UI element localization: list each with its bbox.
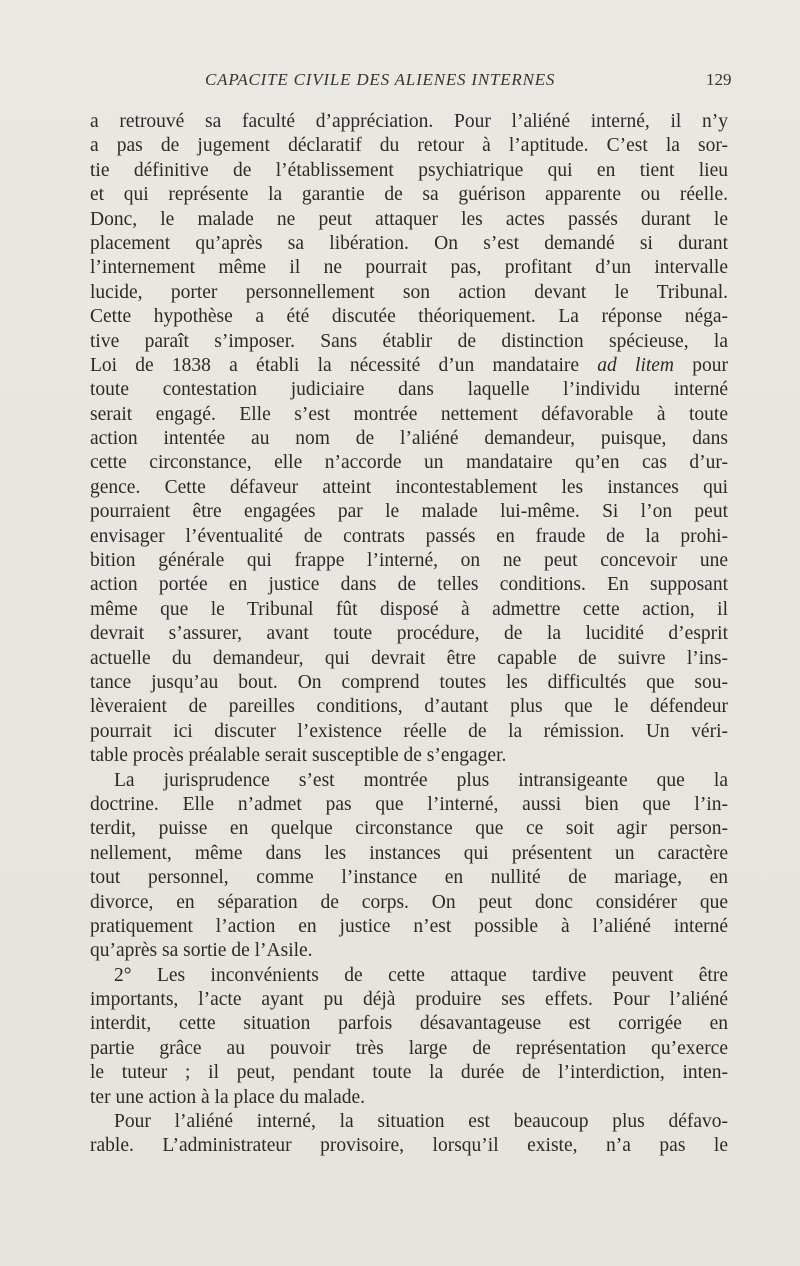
text-line xyxy=(90,1061,728,1085)
running-header xyxy=(0,70,800,94)
text-line-content: doctrine. Elle n’admet pas que l’interné, aussi bien que l’in- xyxy=(90,793,728,815)
text-line-content: bition générale qui frappe l’interné, on ne peut concevoir une xyxy=(90,550,728,572)
text-line xyxy=(90,159,728,183)
text-line-content: pourraient être engagées par le malade lui-même. Si l’on peut xyxy=(90,501,728,523)
text-line-content: a pas de jugement déclaratif du retour à l’aptitude. C’est la sor- xyxy=(90,135,728,157)
text-line xyxy=(90,939,728,963)
text-line xyxy=(90,573,728,597)
text-line-content: l’internement même il ne pourrait pas, profitant d’un intervalle xyxy=(90,257,728,279)
text-line xyxy=(90,671,728,695)
text-line xyxy=(90,330,728,354)
text-line xyxy=(90,988,728,1012)
text-line-content: 2° Les inconvénients de cette attaque tardive peuvent être xyxy=(114,964,728,986)
running-title: CAPACITE CIVILE DES ALIENES INTERNES xyxy=(205,70,556,89)
text-line-content: envisager l’éventualité de contrats passés en fraude de la prohi- xyxy=(90,525,728,547)
text-line xyxy=(90,817,728,841)
text-line xyxy=(90,549,728,573)
text-line xyxy=(90,281,728,305)
text-line-content: même que le Tribunal fût disposé à admettre cette action, il xyxy=(90,598,728,620)
text-line xyxy=(90,110,728,134)
text-line-content: tout personnel, comme l’instance en nullité de mariage, en xyxy=(90,867,728,889)
text-line xyxy=(90,232,728,256)
text-line-content: pourrait ici discuter l’existence réelle de la rémission. Un véri- xyxy=(90,720,728,742)
text-line-content: tive paraît s’imposer. Sans établir de distinction spécieuse, la xyxy=(90,330,728,352)
text-line-content: importants, l’acte ayant pu déjà produire ses effets. Pour l’aliéné xyxy=(90,989,728,1011)
text-line xyxy=(90,915,728,939)
text-line-content: serait engagé. Elle s’est montrée nettement défavorable à toute xyxy=(90,403,728,425)
text-line-content: placement qu’après sa libération. On s’est demandé si durant xyxy=(90,232,728,254)
text-line-content: interdit, cette situation parfois désavantageuse est corrigée en xyxy=(90,1013,728,1035)
text-line xyxy=(90,695,728,719)
text-line xyxy=(90,964,728,988)
text-line xyxy=(90,866,728,890)
text-line xyxy=(90,744,728,768)
text-line-content: qu’après sa sortie de l’Asile. xyxy=(90,940,313,962)
text-line-content: action portée en justice dans de telles conditions. En supposant xyxy=(90,574,728,596)
text-line-content: terdit, puisse en quelque circonstance que ce soit agir person- xyxy=(90,818,728,840)
text-line-content: partie grâce au pouvoir très large de représentation qu’exerce xyxy=(90,1037,728,1059)
text-line-content: le tuteur ; il peut, pendant toute la durée de l’interdiction, inten- xyxy=(90,1062,728,1084)
text-line-content: La jurisprudence s’est montrée plus intransigeante que la xyxy=(114,769,728,791)
text-line xyxy=(90,183,728,207)
text-line-content: toute contestation judiciaire dans laquelle l’individu interné xyxy=(90,379,728,401)
page-number: 129 xyxy=(706,70,732,89)
text-line-content: ter une action à la place du malade. xyxy=(90,1086,366,1108)
text-line xyxy=(90,208,728,232)
text-line-content: lèveraient de pareilles conditions, d’autant plus que le défendeur xyxy=(90,696,728,718)
text-line xyxy=(90,378,728,402)
text-line xyxy=(90,720,728,744)
text-line-content: nellement, même dans les instances qui présentent un caractère xyxy=(90,842,728,864)
text-line xyxy=(90,598,728,622)
text-line xyxy=(90,769,728,793)
text-line xyxy=(90,525,728,549)
text-line xyxy=(90,622,728,646)
text-line xyxy=(90,354,728,378)
text-line-content: tance jusqu’au bout. On comprend toutes les difficultés que sou- xyxy=(90,671,728,693)
body-text xyxy=(90,110,728,1159)
text-line xyxy=(90,1086,728,1110)
text-line-content: Loi de 1838 a établi la nécessité d’un mandataire xyxy=(90,354,598,376)
text-line-content: Donc, le malade ne peut attaquer les actes passés durant le xyxy=(90,208,728,230)
text-line-content: tie définitive de l’établissement psychiatrique qui en tient lieu xyxy=(90,159,728,181)
text-line xyxy=(90,1134,728,1158)
text-line-content: lucide, porter personnellement son action devant le Tribunal. xyxy=(90,281,728,303)
text-line xyxy=(90,1110,728,1134)
text-line-content: et qui représente la garantie de sa guérison apparente ou réelle. xyxy=(90,184,728,206)
text-line xyxy=(90,1037,728,1061)
text-line-content: rable. L’administrateur provisoire, lorsqu’il existe, n’a pas le xyxy=(90,1135,728,1157)
text-line-content: pratiquement l’action en justice n’est possible à l’aliéné interné xyxy=(90,915,728,937)
text-line xyxy=(90,427,728,451)
text-line xyxy=(90,451,728,475)
text-line xyxy=(90,134,728,158)
text-line xyxy=(90,891,728,915)
text-line-content: table procès préalable serait susceptible de s’engager. xyxy=(90,745,507,767)
text-line-content: devrait s’assurer, avant toute procédure, de la lucidité d’esprit xyxy=(90,623,728,645)
text-line xyxy=(90,647,728,671)
text-line xyxy=(90,476,728,500)
text-line xyxy=(90,403,728,427)
text-line xyxy=(90,1012,728,1036)
text-line xyxy=(90,793,728,817)
text-line-content: Pour l’aliéné interné, la situation est beaucoup plus défavo- xyxy=(114,1111,728,1133)
italic-term: ad litem xyxy=(597,354,675,376)
text-line xyxy=(90,256,728,280)
text-line xyxy=(90,500,728,524)
text-line xyxy=(90,842,728,866)
text-line-content: cette circonstance, elle n’accorde un mandataire qu’en cas d’ur- xyxy=(90,452,728,474)
text-line-content: Cette hypothèse a été discutée théoriquement. La réponse néga- xyxy=(90,306,728,328)
text-line-content: a retrouvé sa faculté d’appréciation. Pour l’aliéné interné, il n’y xyxy=(90,111,728,132)
text-line-content: actuelle du demandeur, qui devrait être capable de suivre l’ins- xyxy=(90,647,728,669)
text-line xyxy=(90,305,728,329)
text-line-content: action intentée au nom de l’aliéné demandeur, puisque, dans xyxy=(90,428,728,450)
text-line-content: divorce, en séparation de corps. On peut donc considérer que xyxy=(90,891,728,913)
text-line-tail: pour xyxy=(674,354,728,376)
text-line-content: gence. Cette défaveur atteint incontestablement les instances qui xyxy=(90,476,728,498)
